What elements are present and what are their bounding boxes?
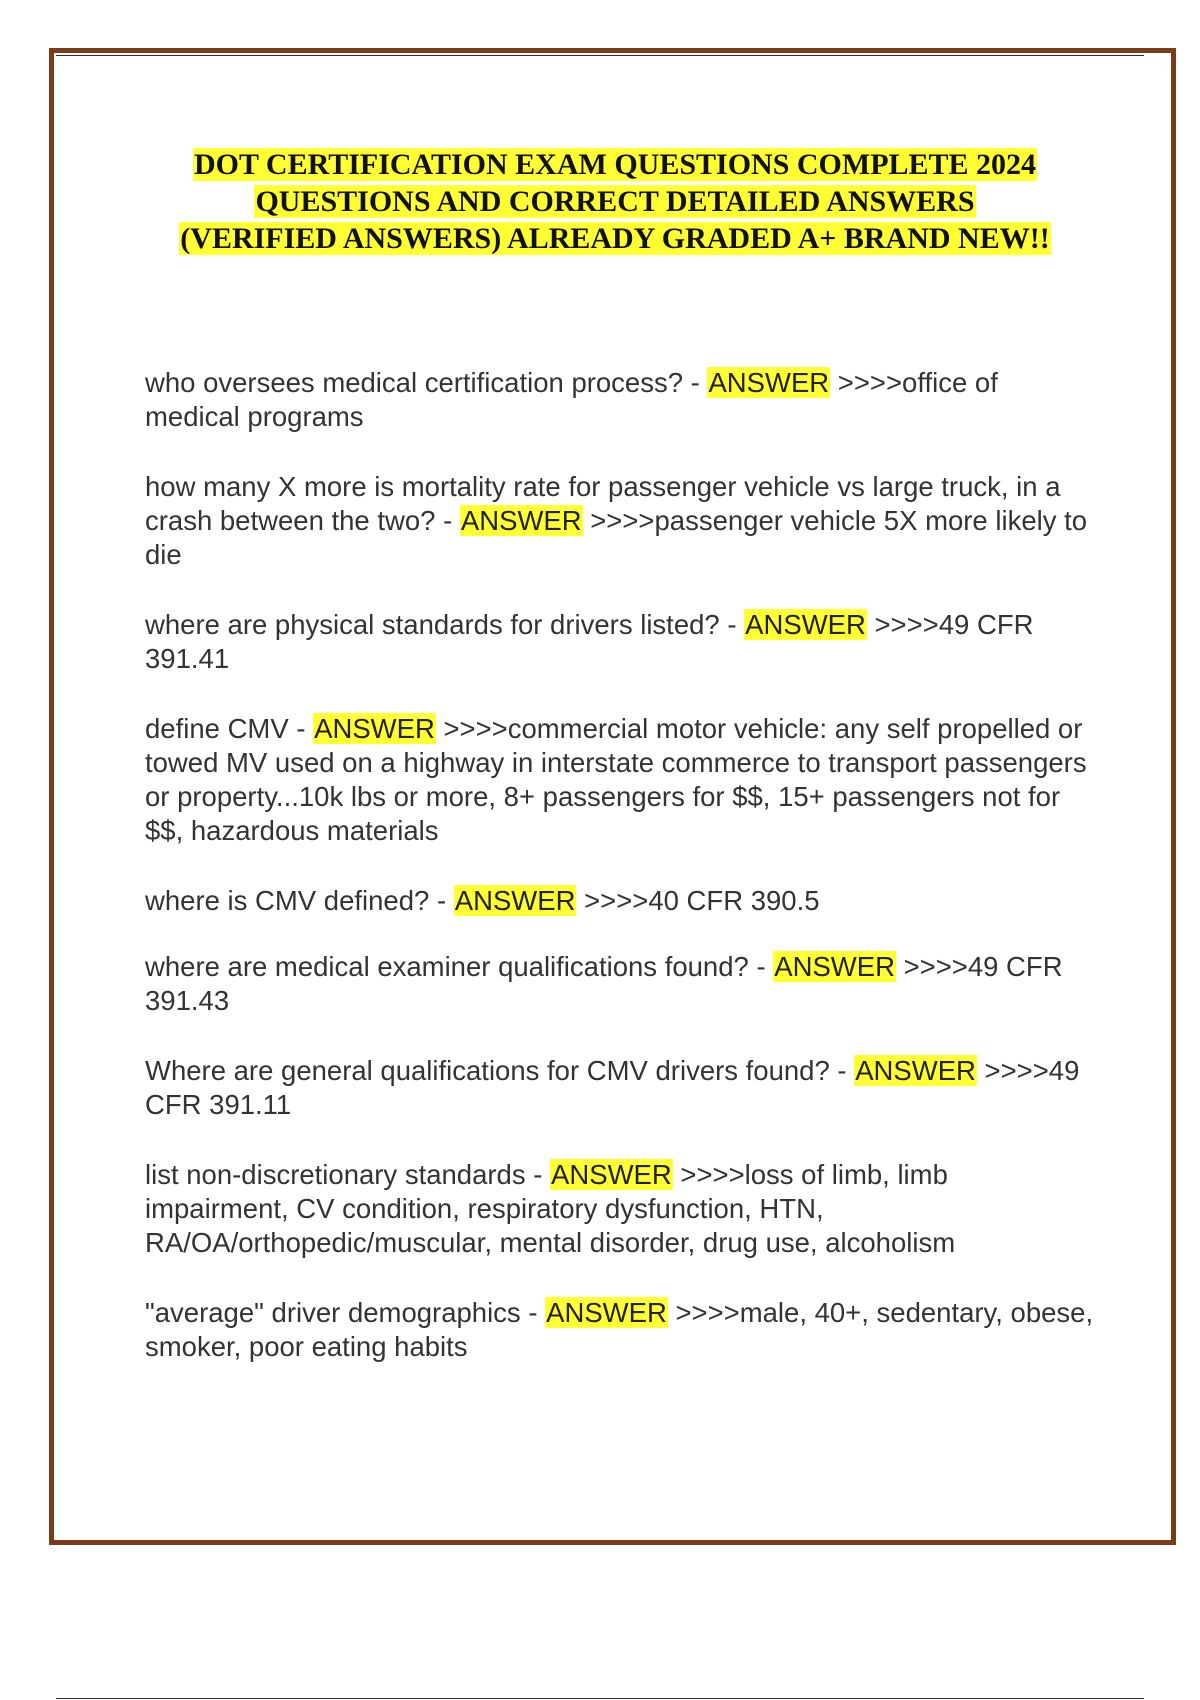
answer-label: ANSWER	[855, 1055, 976, 1086]
top-rule	[56, 55, 1144, 56]
qa-item	[145, 1296, 1095, 1364]
qa-item	[145, 608, 1095, 676]
answer-label: ANSWER	[460, 505, 582, 536]
title-line: QUESTIONS AND CORRECT DETAILED ANSWERS	[255, 185, 975, 218]
answer-label: ANSWER	[745, 609, 866, 640]
question-text: where are physical standards for drivers listed? -	[145, 609, 745, 640]
qa-item	[145, 950, 1095, 1018]
qa-item	[145, 1158, 1095, 1260]
answer-text: >>>>49 CFR 391.11	[145, 1055, 1080, 1120]
question-text: where are medical examiner qualifications found? -	[145, 951, 774, 982]
answer-label: ANSWER	[454, 885, 576, 916]
answer-text: >>>>male, 40+, sedentary, obese, smoker, poor eating habits	[145, 1297, 1094, 1362]
answer-label: ANSWER	[314, 713, 435, 744]
answer-label: ANSWER	[546, 1297, 667, 1328]
qa-list	[145, 366, 1095, 1400]
title-line: (VERIFIED ANSWERS) ALREADY GRADED A+ BRAND NEW!!	[180, 222, 1050, 255]
qa-item	[145, 884, 1095, 918]
answer-text: >>>>passenger vehicle 5X more likely to die	[145, 505, 1088, 570]
qa-item	[145, 712, 1095, 848]
question-text: Where are general qualifications for CMV drivers found? -	[145, 1055, 855, 1086]
bottom-rule	[56, 1698, 1144, 1699]
answer-label: ANSWER	[708, 367, 830, 398]
qa-item	[145, 1054, 1095, 1122]
answer-text: >>>>loss of limb, limb impairment, CV condition, respiratory dysfunction, HTN, RA/OA/orthopedic/muscular, mental disorder, drug use, alcoholism	[145, 1159, 956, 1258]
answer-text: >>>>office of medical programs	[145, 367, 998, 432]
question-text: define CMV -	[145, 713, 314, 744]
title-line: DOT CERTIFICATION EXAM QUESTIONS COMPLETE 2024	[193, 148, 1037, 181]
answer-label: ANSWER	[774, 951, 895, 982]
question-text: how many X more is mortality rate for passenger vehicle vs large truck, in a crash between the two? -	[145, 471, 1061, 536]
answer-text: >>>>49 CFR 391.41	[145, 609, 1034, 674]
question-text: "average" driver demographics -	[145, 1297, 546, 1328]
question-text: who oversees medical certification process? -	[145, 367, 708, 398]
document-title	[98, 146, 1132, 257]
qa-item	[145, 366, 1095, 434]
question-text: where is CMV defined? -	[145, 885, 454, 916]
answer-text: >>>>40 CFR 390.5	[576, 885, 820, 916]
answer-label: ANSWER	[551, 1159, 672, 1190]
answer-text: >>>>49 CFR 391.43	[145, 951, 1063, 1016]
answer-text: >>>>commercial motor vehicle: any self propelled or towed MV used on a highway in interstate commerce to transport passengers or property...10k lbs or more, 8+ passengers for $$, 15+ passengers not for $$, hazardous materials	[145, 713, 1087, 846]
question-text: list non-discretionary standards -	[145, 1159, 551, 1190]
qa-item	[145, 470, 1095, 572]
